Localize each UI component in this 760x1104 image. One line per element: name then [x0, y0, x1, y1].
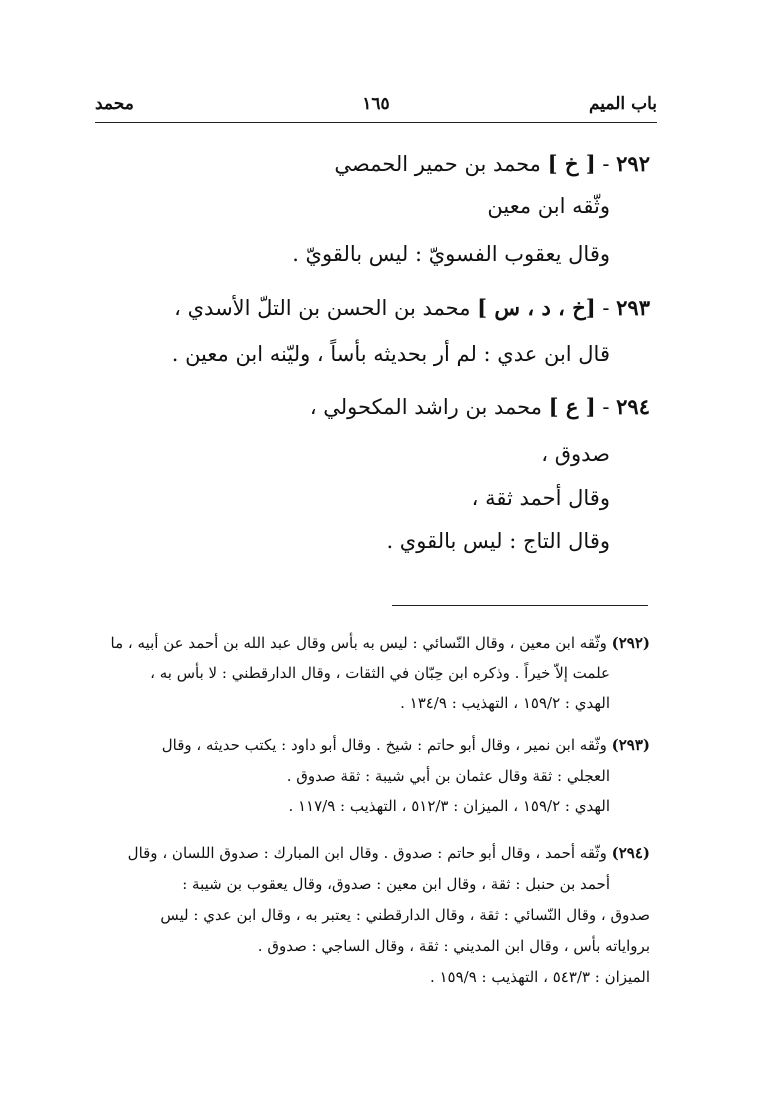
entry-heading: ٢٩٣ - [خ ، د ، س ] محمد بن الحسن بن التلّ الأسدي ،	[174, 295, 650, 320]
footnote-line: علمت إلاّ خيراً . وذكره ابن حِبّان في الثقات ، وقال الدارقطني : لا بأس به ،	[150, 664, 610, 682]
chapter-title: باب الميم	[588, 94, 657, 114]
footnote-line: الميزان : ٥٤٣/٣ ، التهذيب : ١٥٩/٩ .	[429, 968, 650, 986]
footnote-line: العجلي : ثقة وقال عثمان بن أبي شيبة : ثقة صدوق .	[286, 767, 610, 785]
footnote-text: وثّقه ابن معين ، وقال النّسائي : ليس به بأس وقال عبد الله بن أحمد عن أبيه ، ما	[110, 634, 607, 652]
footnote-line: أحمد بن حنبل : ثقة ، وقال ابن معين : صدوق، وقال يعقوب بن شيبة :	[182, 875, 610, 893]
footnote-text: وثّقه أحمد ، وقال أبو حاتم : صدوق . وقال ابن المبارك : صدوق اللسان ، وقال	[127, 844, 607, 862]
footnote-number: (٢٩٤)	[611, 844, 650, 862]
footnote-number: (٢٩٣)	[611, 736, 650, 754]
entry-heading: ٢٩٤ - [ ع ] محمد بن راشد المكحولي ،	[309, 394, 650, 419]
footnote-line: صدوق ، وقال النّسائي : ثقة ، وقال الدارقطني : يعتبر به ، وقال ابن عدي : ليس	[160, 906, 650, 924]
footnote-number: (٢٩٢)	[611, 634, 650, 652]
footnote-line: الهدي : ١٥٩/٢ ، الميزان : ٥١٢/٣ ، التهذيب : ١١٧/٩ .	[288, 797, 610, 815]
entry-number: ٢٩٣	[616, 295, 650, 320]
entry-name: محمد بن حمير الحمصي	[334, 152, 541, 176]
footnote-line	[111, 632, 650, 654]
footnote-text: وثّقه ابن نمير ، وقال أبو حاتم : شيخ . وقال أبو داود : يكتب حديثه ، وقال	[161, 736, 607, 754]
entry-line: وقال يعقوب الفسويّ : ليس بالقويّ .	[292, 242, 610, 266]
entry-line: وثّقه ابن معين	[487, 194, 610, 218]
footnote-line	[128, 842, 650, 864]
footnote-line: الهدي : ١٥٩/٢ ، التهذيب : ١٣٤/٩ .	[400, 694, 610, 712]
entry-line: وقال التاج : ليس بالقوي .	[386, 529, 610, 553]
entry-name: محمد بن راشد المكحولي ،	[309, 395, 542, 419]
footnote-separator	[392, 605, 648, 606]
page-number: ١٦٥	[362, 94, 390, 114]
running-header	[95, 92, 657, 123]
entry-sigla: [خ ، د ، س ]	[477, 295, 596, 320]
footnote-line: برواياته بأس ، وقال ابن المديني : ثقة ، وقال الساجي : صدوق .	[257, 937, 650, 955]
entry-number: ٢٩٢	[616, 151, 650, 176]
entry-number: ٢٩٤	[616, 394, 650, 419]
entry-sigla: [ خ ]	[547, 151, 596, 176]
entry-line: قال ابن عدي : لم أر بحديثه بأساً ، وليّنه ابن معين .	[171, 342, 610, 366]
entry-line: صدوق ،	[541, 442, 610, 466]
entry-line: وقال أحمد ثقة ،	[471, 486, 610, 510]
running-keyword: محمد	[95, 94, 134, 114]
footnote-line	[162, 734, 650, 756]
entry-sigla: [ ع ]	[548, 394, 596, 419]
entry-name: محمد بن الحسن بن التلّ الأسدي ،	[174, 296, 471, 320]
entry-heading: ٢٩٢ - [ خ ] محمد بن حمير الحمصي	[334, 151, 650, 176]
